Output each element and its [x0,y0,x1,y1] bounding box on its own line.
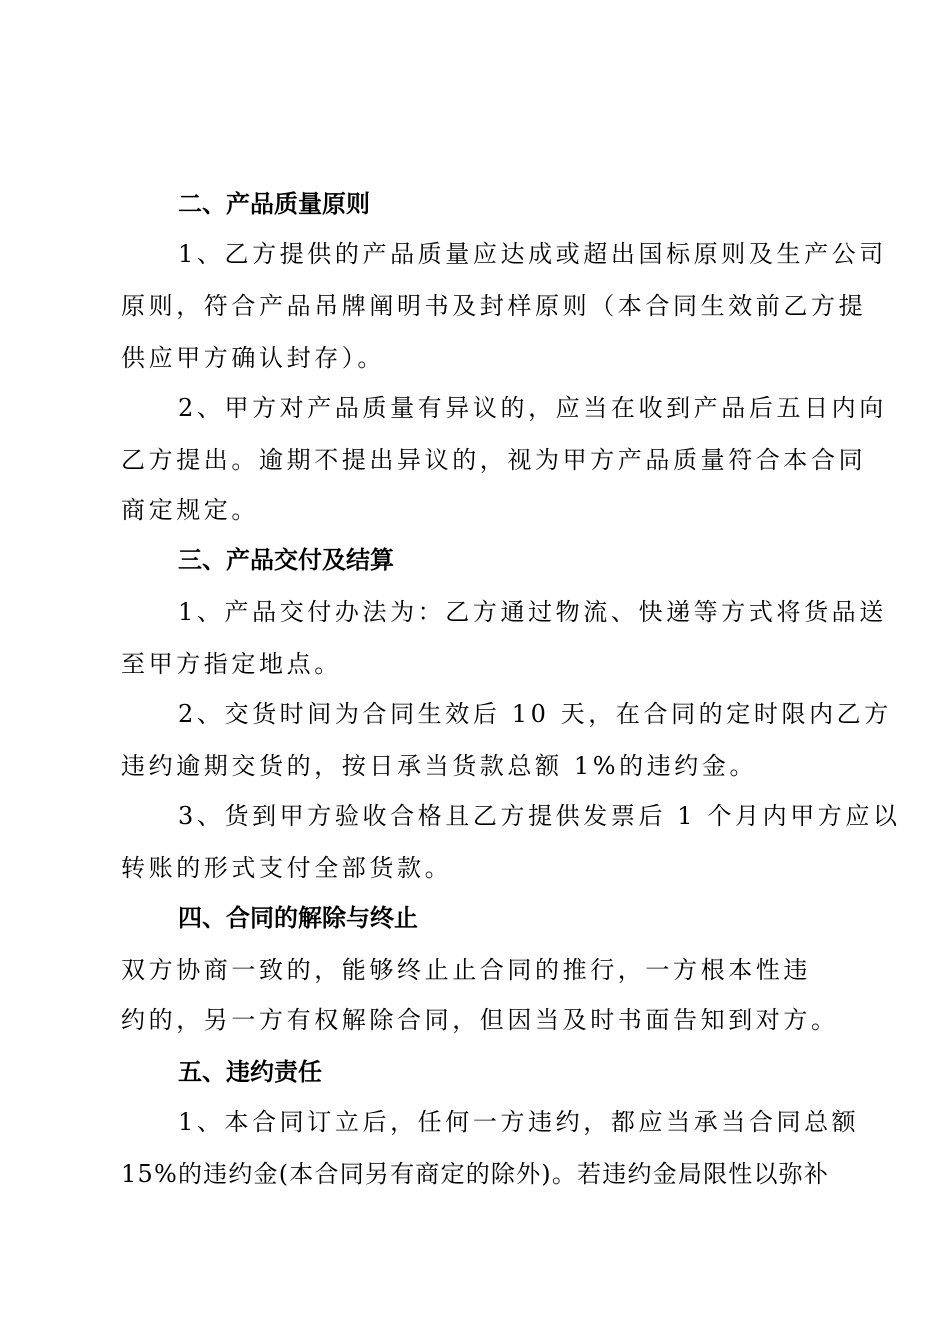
paragraph-line: 至甲方指定地点。 [121,650,342,678]
paragraph-line: 2、甲方对产品质量有异议的，应当在收到产品后五日内向 [178,394,887,422]
paragraph-line: 商定规定。 [121,496,259,524]
paragraph-line: 15%的违约金(本合同另有商定的除外)。若违约金局限性以弥补 [121,1160,830,1188]
section-heading-product-quality: 二、产品质量原则 [178,190,370,218]
section-heading-delivery-settlement: 三、产品交付及结算 [178,546,394,574]
paragraph-line: 1、乙方提供的产品质量应达成或超出国标原则及生产公司 [178,240,887,268]
paragraph-line: 乙方提出。逾期不提出异议的，视为甲方产品质量符合本合同 [121,446,867,474]
paragraph-line: 供应甲方确认封存）。 [121,344,385,372]
paragraph-line: 违约逾期交货的，按日承当货款总额 1%的违约金。 [121,752,758,780]
section-heading-termination: 四、合同的解除与终止 [178,904,418,932]
paragraph-line: 转账的形式支付全部货款。 [121,854,453,882]
paragraph-line: 双方协商一致的，能够终止止合同的推行，一方根本性违 [121,956,811,984]
paragraph-line: 1、产品交付办法为：乙方通过物流、快递等方式将货品送 [178,598,887,626]
paragraph-line: 1、本合同订立后，任何一方违约，都应当承当合同总额 [178,1108,860,1136]
paragraph-line: 原则，符合产品吊牌阐明书及封样原则（本合同生效前乙方提 [121,292,867,320]
section-heading-liability: 五、违约责任 [178,1058,322,1086]
paragraph-line: 3、货到甲方验收合格且乙方提供发票后 1 个月内甲方应以 [178,802,901,830]
paragraph-line: 约的，另一方有权解除合同，但因当及时书面告知到对方。 [121,1006,839,1034]
paragraph-line: 2、交货时间为合同生效后 10 天，在合同的定时限内乙方 [178,700,892,728]
